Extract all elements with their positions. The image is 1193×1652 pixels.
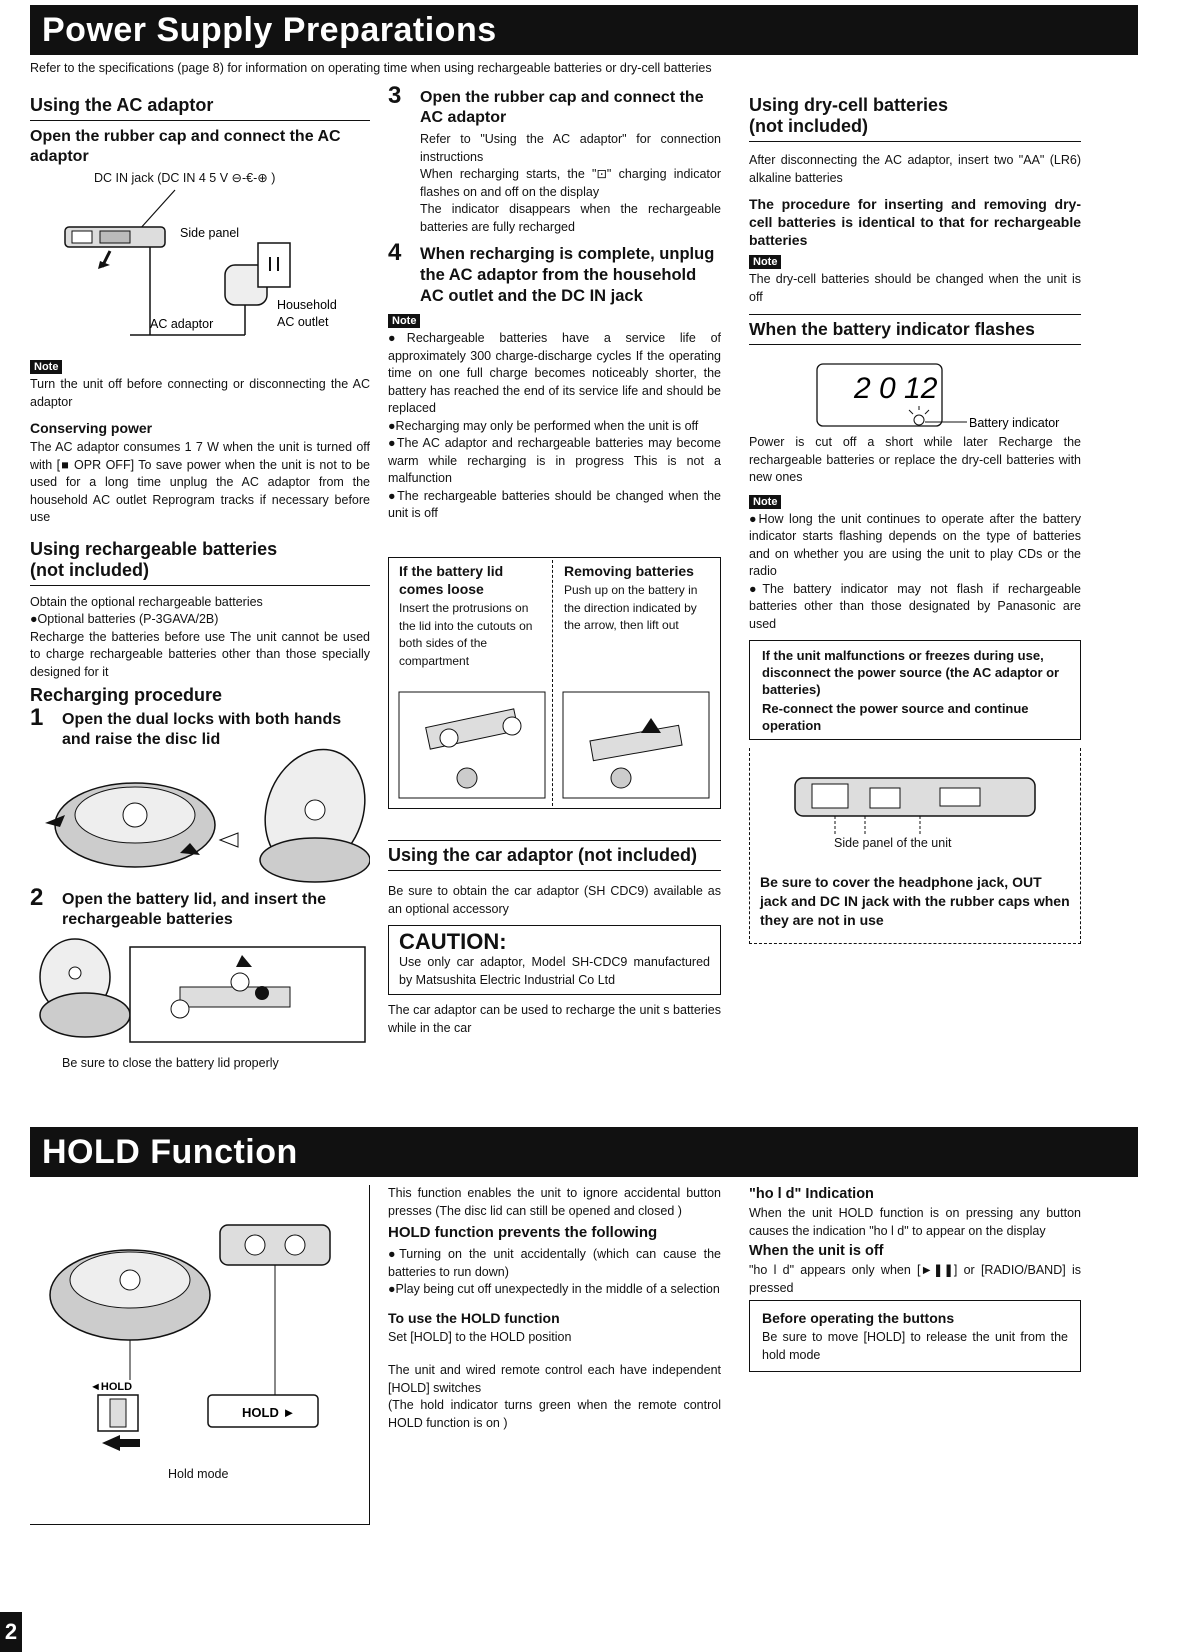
car-text: Be sure to obtain the car adaptor (SH CDC9) available as an optional accessory [388,884,721,916]
car-block [388,840,721,918]
off-title: When the unit is off [749,1243,884,1259]
note-badge: Note [388,314,420,328]
ac-adaptor-diagram [30,185,370,350]
display-illustration [749,360,1081,435]
step-3-title: Open the rubber cap and connect the AC adaptor [420,89,704,126]
malfunction-text-1: If the unit malfunctions or freezes during use, disconnect the power source (the AC adaptor or batteries) [762,648,1060,697]
right-column [749,95,1081,345]
side-panel-illustration [790,766,1040,836]
divider [30,120,370,121]
dcin-label: DC IN jack (DC IN 4 5 V ⊖-€-⊕ ) [94,171,276,185]
rech-title-2: (not included) [30,559,149,580]
malfunction-box [749,640,1081,740]
before-text: Be sure to move [HOLD] to release the unit from the hold mode [762,1330,1068,1362]
step-1-text: Open the dual locks with both hands and raise the disc lid [62,711,342,748]
divider [749,344,1081,345]
car-text-2: The car adaptor can be used to recharge the unit s batteries while in the car [388,1003,721,1035]
step-3-number: 3 [388,82,402,109]
hold-illustration-box [30,1185,370,1525]
divider [388,870,721,871]
hold-remote-label: HOLD ► [242,1405,296,1420]
mid-note-3: ●The AC adaptor and rechargeable batteries may become warm while recharging is in progress This is not a malfunction [388,436,721,485]
battery-indicator-label: Battery indicator [969,416,1060,430]
divider [749,314,1081,315]
ac-note-text: Turn the unit off before connecting or disconnecting the AC adaptor [30,377,370,409]
before-operating-box [749,1300,1081,1372]
cover-text: Be sure to cover the headphone jack, OUT jack and DC IN jack with the rubber caps when they are not in use [760,874,1070,928]
ac-adaptor-label: AC adaptor [150,317,214,331]
step-4-number: 4 [388,239,402,266]
left-column [30,95,370,185]
hold-intro: This function enables the unit to ignore accidental button presses (The disc lid can still be opened and closed ) [388,1186,721,1218]
household-label-1: Household [277,298,337,312]
right-note-1: ●How long the unit continues to operate after the battery indicator starts flashing depends on the type of batteries and on whether you are using the unit to play CDs or the radio [749,511,1081,578]
hold-mode-caption: Hold mode [168,1467,229,1481]
step2-illustration [30,937,370,1047]
green-text: (The hold indicator turns green when the remote control HOLD function is on ) [388,1398,721,1430]
conserving-title: Conserving power [30,420,153,436]
indication-title: "ho l d" Indication [749,1186,874,1202]
hold-right-column [749,1185,1081,1297]
removing-title: Removing batteries [564,563,694,579]
lid-illustration [397,688,547,800]
middle-column [388,82,721,523]
mid-note-2: ●Recharging may only be performed when the unit is off [388,418,699,433]
off-text: "ho l d" appears only when [►❚❚] or [RADIO/BAND] is pressed [749,1263,1081,1295]
use-title: To use the HOLD function [388,1309,560,1326]
page-number: 2 [0,1612,22,1652]
box-divider [552,560,553,806]
conserving-text: The AC adaptor consumes 1 7 W when the unit is turned off with [■ OPR OFF] To save power when the unit is not to be used for a long time unplug the AC adaptor from the household AC outlet Reprogram tracks if necessary before use [30,440,370,524]
prevents-item-2: ●Play being cut off unexpectedly in the middle of a selection [388,1282,720,1296]
flash-text: Power is cut off a short while later Recharge the rechargeable batteries or replace the dry-cell batteries with new ones [749,435,1081,484]
note-badge: Note [749,255,781,269]
step-2-number: 2 [30,884,44,911]
removing-text: Push up on the battery in the direction indicated by the arrow, then lift out [564,583,698,632]
page-banner-hold: HOLD Function [30,1127,1138,1177]
prevents-title: HOLD function prevents the following [388,1224,658,1241]
caution-box [388,925,721,995]
mid-note-4: ●The rechargeable batteries should be changed when the unit is off [388,488,721,520]
side-panel-label: Side panel [180,226,240,240]
step-3-body [388,131,721,236]
left-column-2 [30,356,370,753]
side-panel-unit-label: Side panel of the unit [834,836,952,850]
step-4-title: When recharging is complete, unplug the AC adaptor from the household AC outlet and the DC IN jack [420,245,715,305]
step-3 [388,82,721,128]
independent-text: The unit and wired remote control each have independent [HOLD] switches [388,1363,721,1395]
malfunction-text-2: Re-connect the power source and continue operation [762,701,1029,733]
ac-title: Using the AC adaptor [30,95,214,115]
caution-text: Use only car adaptor, Model SH-CDC9 manufactured by Matsushita Electric Industrial Co Ltd [399,955,710,987]
step-3-text-1: Refer to "Using the AC adaptor" for connection instructions [420,132,721,164]
step-3-text-2: When recharging starts, the "⊡" charging indicator flashes on and off on the display [420,167,721,199]
right-column-2 [749,434,1081,633]
step-2 [30,884,370,930]
step-4 [388,239,721,307]
lid-loose-text: Insert the protrusions on the lid into the cutouts on both sides of the compartment [399,601,533,668]
lid-loose-block [399,562,544,670]
dry-title-1: Using dry-cell batteries [749,95,949,115]
mid-note-1: ●Rechargeable batteries have a service life of approximately 300 charge-discharge cycles If the operating time on one full charge becomes noticeably shorter, the battery has reached the end of its service life and should be replaced [388,331,721,415]
lid-loose-title: If the battery lid comes loose [399,563,504,597]
rech-obtain: Obtain the optional rechargeable batteries [30,594,263,609]
procedure-title: Recharging procedure [30,685,223,705]
before-title: Before operating the buttons [762,1310,955,1326]
close-lid-caption: Be sure to close the battery lid properly [62,1056,279,1070]
note-badge: Note [749,495,781,509]
caution-title: CAUTION: [399,929,507,954]
rech-text: Recharge the batteries before use The unit cannot be used to charge rechargeable batteries other than those specially designed for it [30,629,370,679]
prevents-item-1: ●Turning on the unit accidentally (which can cause the batteries to run down) [388,1247,721,1279]
dry-text: After disconnecting the AC adaptor, insert two "AA" (LR6) alkaline batteries [749,153,1081,185]
step-3-text-3: The indicator disappears when the rechargeable batteries are fully recharged [420,202,721,234]
dry-procedure: The procedure for inserting and removing dry-cell batteries is identical to that for rechargeable batteries [749,196,1081,248]
step1-illustration [30,735,370,885]
step-1-number: 1 [30,704,44,731]
page-banner-power-supply: Power Supply Preparations [30,5,1138,55]
battery-tips-box [388,557,721,809]
step-2-block [30,884,370,933]
indication-text: When the unit HOLD function is on pressing any button causes the indication "ho l d" to appear on the display [749,1206,1081,1238]
rech-optional: ●Optional batteries (P-3GAVA/2B) [30,612,219,626]
removing-block [564,562,714,635]
step-2-text: Open the battery lid, and insert the rechargeable batteries [62,891,327,928]
rubber-cap-box [749,748,1081,944]
hold-middle-column [388,1185,721,1432]
remove-illustration [561,688,711,800]
divider [749,141,1081,142]
divider [388,840,721,841]
flash-title: When the battery indicator flashes [749,319,1035,339]
display-digits: 2 0 12 [854,372,938,405]
note-badge: Note [30,360,62,374]
use-text: Set [HOLD] to the HOLD position [388,1329,572,1344]
dry-title-2: (not included) [749,116,868,136]
hold-switch-label: ◄HOLD [90,1381,133,1393]
rech-title-1: Using rechargeable batteries [30,538,278,559]
dry-note: The dry-cell batteries should be changed when the unit is off [749,272,1081,304]
household-label-2: AC outlet [277,315,329,329]
ac-subtitle: Open the rubber cap and connect the AC adaptor [30,128,341,165]
right-note-2: ●The battery indicator may not flash if rechargeable batteries other than those designated by Panasonic are used [749,581,1081,631]
divider [30,585,370,586]
car-title: Using the car adaptor (not included) [388,845,698,865]
intro-text: Refer to the specifications (page 8) for information on operating time when using rechargeable batteries or dry-cell batteries [30,61,712,75]
